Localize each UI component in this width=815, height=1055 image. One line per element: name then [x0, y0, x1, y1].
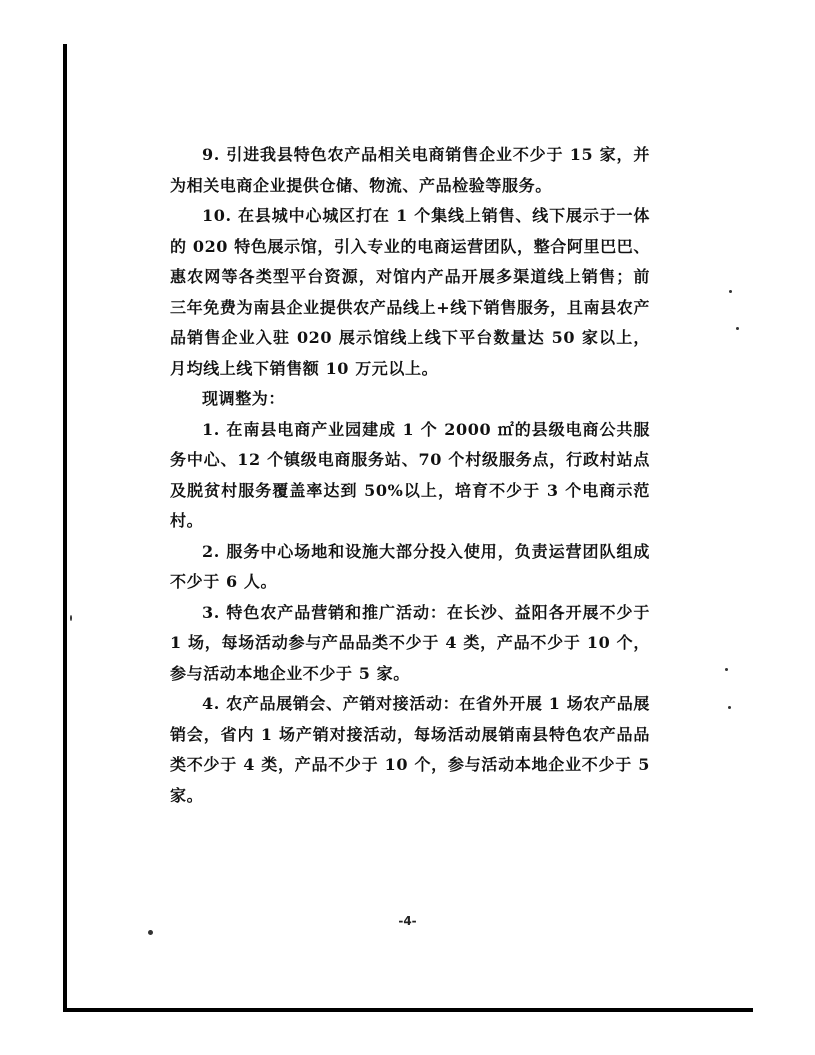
scan-speck — [725, 668, 728, 671]
page-frame-left-border — [63, 44, 67, 1012]
adjusted-item-3: 3. 特色农产品营销和推广活动：在长沙、益阳各开展不少于 1 场，每场活动参与产品品类不少于 4 类，产品不少于 10 个，参与活动本地企业不少于 5 家。 — [170, 602, 650, 683]
paragraph-item-10: 10. 在县城中心城区打在 1 个集线上销售、线下展示于一体的 020 特色展示馆，引入专业的电商运营团队，整合阿里巴巴、惠农网等各类型平台资源，对馆内产品开展多渠道线上销售；前三年免费为南县企业提供农产品线上+线下销售服务，且南县农产品销售企业入驻 020 展示馆线上线下平台数量达 50 家以上，月均线上线下销售额 10 万元以上。 — [170, 206, 650, 378]
section-heading-adjusted: 现调整为： — [202, 389, 286, 408]
scan-speck — [728, 706, 731, 709]
adjusted-item-1: 1. 在南县电商产业园建成 1 个 2000 ㎡的县级电商公共服务中心、12 个镇级电商服务站、70 个村级服务点，行政村站点及脱贫村服务覆盖率达到 50%以上，培育不少于 3 个电商示范村。 — [170, 419, 650, 530]
scan-speck — [736, 327, 739, 330]
scan-speck — [729, 290, 732, 293]
adjusted-item-2: 2. 服务中心场地和设施大部分投入使用，负责运营团队组成不少于 6 人。 — [170, 541, 650, 591]
adjusted-item-4: 4. 农产品展销会、产销对接活动：在省外开展 1 场农产品展销会，省内 1 场产销对接活动，每场活动展销南县特色农产品品类不少于 4 类，产品不少于 10 个，参与活动本地企业不少于 5 家。 — [170, 694, 650, 805]
scan-speck — [70, 615, 72, 621]
document-body — [170, 140, 650, 811]
scan-speck — [148, 930, 153, 935]
paragraph-item-9: 9. 引进我县特色农产品相关电商销售企业不少于 15 家，并为相关电商企业提供仓储、物流、产品检验等服务。 — [170, 145, 650, 195]
page-frame-bottom-border — [63, 1008, 753, 1012]
page-number: -4- — [398, 914, 417, 928]
